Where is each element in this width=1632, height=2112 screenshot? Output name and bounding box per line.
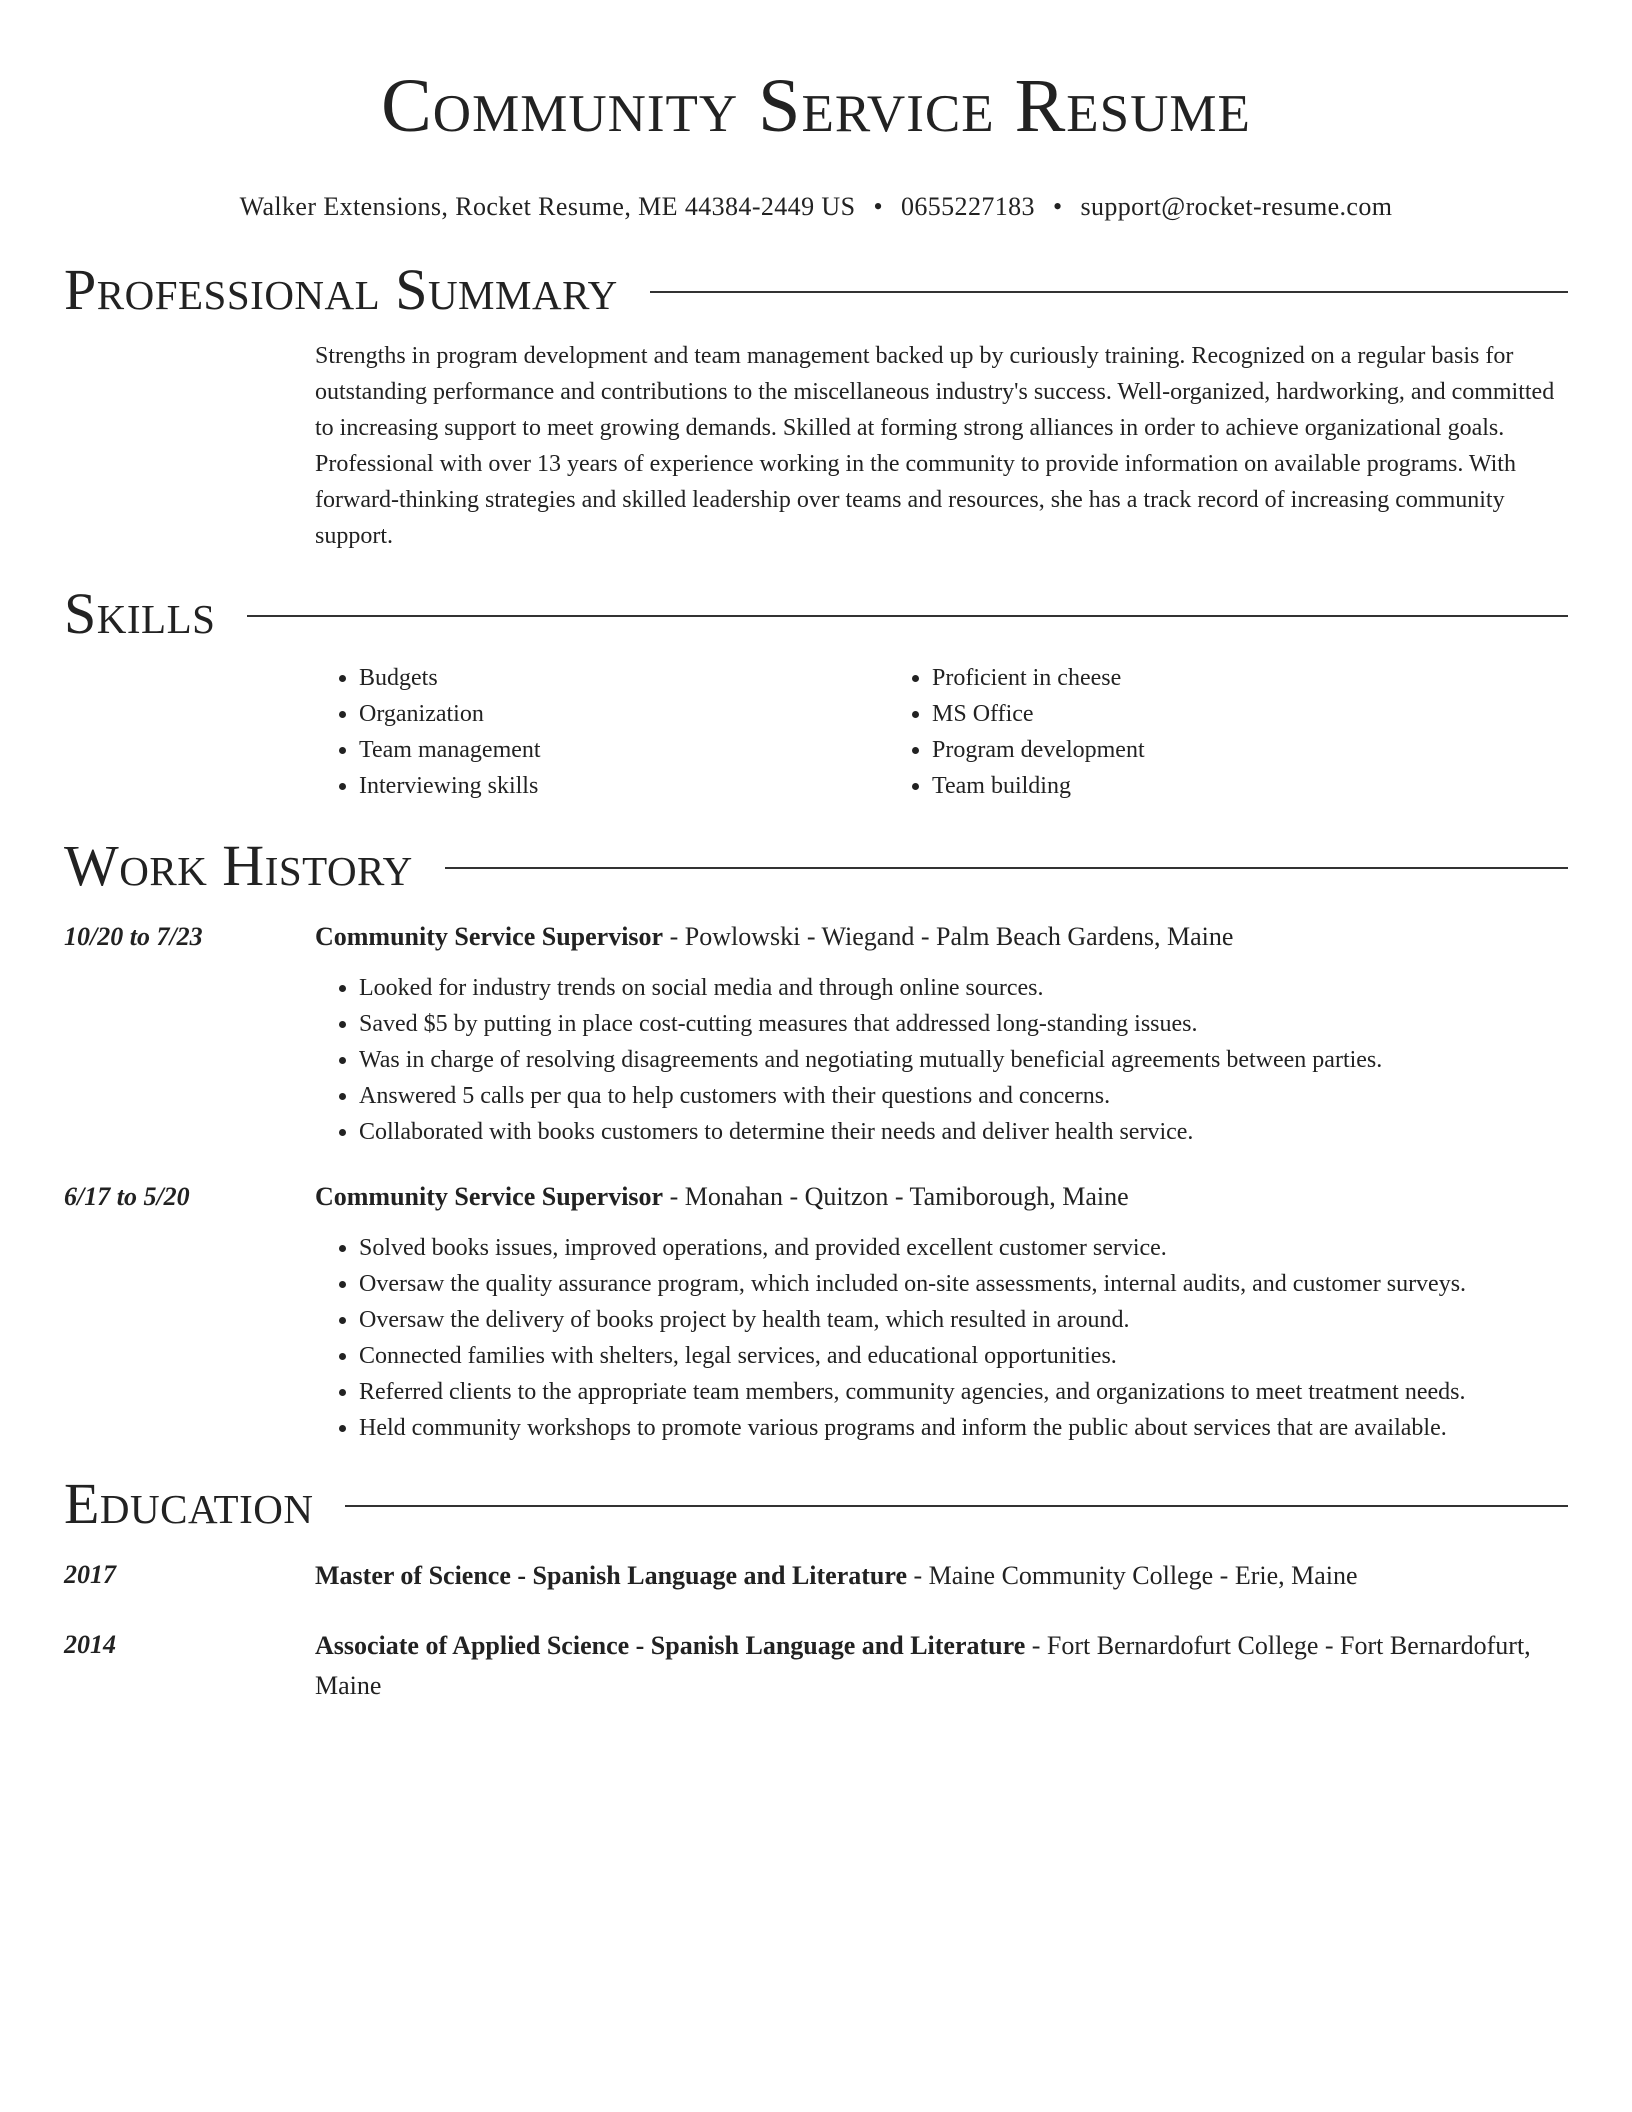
resume-title: Community Service Resume [381,64,1251,148]
job-duty: • Saved $5 by putting in place cost-cutting measures that addressed long-standing issues. [359,1006,1568,1042]
address-text: Walker Extensions, Rocket Resume, ME 44384-2449 US [239,192,856,221]
summary-spacer [64,338,315,554]
education-heading: Education [64,1471,314,1536]
job-duty: • Referred clients to the appropriate team members, community agencies, and organizations to meet treatment needs. [359,1374,1568,1410]
skills-spacer [64,660,315,804]
job-duty: • Solved books issues, improved operations, and provided excellent customer service. [359,1230,1568,1266]
skill-item: • MS Office [932,696,1568,732]
skill-item: • Proficient in cheese [932,660,1568,696]
job-employer: - Monahan - Quitzon - Tamiborough, Maine [663,1182,1129,1211]
education-entry [64,1556,1568,1596]
job-duty: • Looked for industry trends on social media and through online sources. [359,970,1568,1006]
job-duty: • Collaborated with books customers to determine their needs and deliver health service. [359,1114,1568,1150]
job-duty: • Oversaw the quality assurance program, which included on-site assessments, internal audits, and customer surveys. [359,1266,1568,1302]
education-year: 2017 [64,1560,116,1589]
skills-list-right [888,660,1568,804]
summary-row [64,338,1568,554]
education-school: - Maine Community College - Erie, Maine [906,1561,1358,1590]
summary-text: Strengths in program development and team management backed up by curiously training. Recognized on a regular basis for outstanding performance and contributions to the miscellaneous industry's success. Well-organized, hardworking, and committed to increasing support to meet growing demands. Skilled at forming strong alliances in order to achieve organizational goals. Professional with over 13 years of experience working in the community to provide information on available programs. With forward-thinking strategies and skilled leadership over teams and resources, she has a track record of increasing community support. [315,343,1555,549]
skill-item: • Budgets [359,660,888,696]
skill-item: • Organization [359,696,888,732]
skill-item: • Program development [932,732,1568,768]
education-degree: Master of Science - Spanish Language and Literature [315,1561,907,1590]
job-title-line [315,1178,1568,1216]
job-duty: • Oversaw the delivery of books project by health team, which resulted in around. [359,1302,1568,1338]
job-duty: • Was in charge of resolving disagreements and negotiating mutually beneficial agreements between parties. [359,1042,1568,1078]
education-section-header [64,1472,1568,1536]
job-title-line [315,918,1568,956]
job-duties-list [315,970,1568,1150]
summary-heading: Professional Summary [64,257,618,322]
phone-text: 0655227183 [900,192,1035,221]
summary-section-header [64,258,1568,322]
skills-heading: Skills [64,581,216,646]
skills-section-header [64,582,1568,646]
separator-dot: • [873,192,883,221]
education-line [315,1626,1568,1706]
job-dates: 6/17 to 5/20 [64,1182,190,1211]
work-heading: Work History [64,833,413,898]
section-divider [650,291,1568,293]
skills-row [64,660,1568,804]
email-link[interactable]: support@rocket-resume.com [1080,192,1393,221]
contact-line [64,190,1568,224]
section-divider [345,1505,1568,1507]
job-entry [64,1178,1568,1446]
skill-item: • Team building [932,768,1568,804]
job-employer: - Powlowski - Wiegand - Palm Beach Gardens, Maine [663,922,1234,951]
education-entry [64,1626,1568,1706]
skills-columns [315,660,1568,804]
job-entry [64,918,1568,1150]
education-degree: Associate of Applied Science - Spanish Language and Literature [315,1631,1026,1660]
separator-dot: • [1052,192,1063,221]
skill-item: • Team management [359,732,888,768]
job-dates: 10/20 to 7/23 [64,922,203,951]
skill-item: • Interviewing skills [359,768,888,804]
job-duty: • Connected families with shelters, legal services, and educational opportunities. [359,1338,1568,1374]
section-divider [445,867,1568,869]
section-divider [247,615,1568,617]
job-duty: • Answered 5 calls per qua to help customers with their questions and concerns. [359,1078,1568,1114]
job-duties-list [315,1230,1568,1446]
job-duty: • Held community workshops to promote various programs and inform the public about services that are available. [359,1410,1568,1446]
work-section-header [64,834,1568,898]
job-title: Community Service Supervisor [315,922,664,951]
education-line [315,1556,1568,1596]
education-year: 2014 [64,1630,116,1659]
job-title: Community Service Supervisor [315,1182,664,1211]
skills-list-left [315,660,888,804]
education-school: - Fort Bernardofurt College - Fort Bernardofurt, Maine [315,1631,1531,1700]
